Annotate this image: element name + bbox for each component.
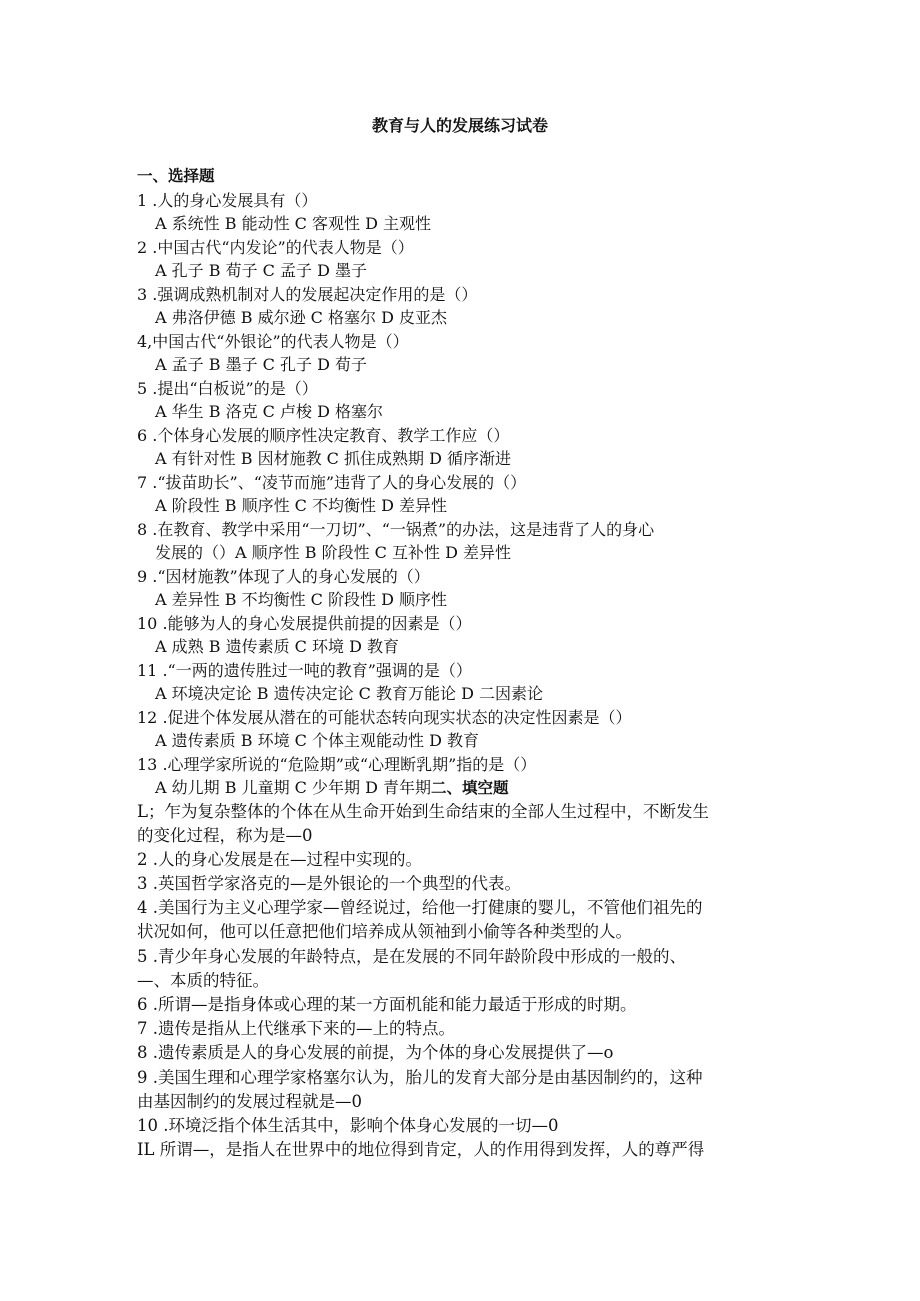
fill-in-line: L；乍为复杂整体的个体在从生命开始到生命结束的全部人生过程中，不断发生	[137, 801, 709, 821]
question-options: A 阶段性 B 顺序性 C 不均衡性 D 差异性	[155, 496, 447, 515]
question-options: 发展的（）A 顺序性 B 阶段性 C 互补性 D 差异性	[155, 543, 511, 562]
fill-in-line: 9 .美国生理和心理学家格塞尔认为，胎儿的发育大部分是由基因制约的，这种	[137, 1067, 703, 1087]
section2-heading: 二、填空题	[431, 779, 509, 797]
question-options: A 系统性 B 能动性 C 客观性 D 主观性	[155, 214, 431, 233]
question-options: A 孟子 B 墨子 C 孔子 D 荀子	[155, 355, 367, 374]
fill-in-line: 2 .人的身心发展是在—过程中实现的。	[137, 849, 422, 869]
question-options: A 孔子 B 荀子 C 孟子 D 墨子	[155, 261, 367, 280]
question-stem: 2 .中国古代“内发论”的代表人物是（）	[137, 237, 414, 257]
document-body	[137, 165, 797, 1162]
section1-heading: 一、选择题	[137, 167, 215, 185]
question-options: A 弗洛伊德 B 威尔逊 C 格塞尔 D 皮亚杰	[155, 308, 447, 327]
fill-in-line: 3 .英国哲学家洛克的—是外银论的一个典型的代表。	[137, 874, 521, 894]
fill-in-line: 由基因制约的发展过程就是—0	[137, 1091, 362, 1111]
question-stem: 1 .人的身心发展具有（）	[137, 190, 318, 210]
question-13-options: A 幼儿期 B 儿童期 C 少年期 D 青年期	[155, 778, 431, 797]
question-stem: 3 .强调成熟机制对人的发展起决定作用的是（）	[137, 284, 478, 304]
fill-in-line: 5 .青少年身心发展的年龄特点，是在发展的不同年龄阶段中形成的一般的、	[137, 946, 686, 966]
question-stem: 11 .“一两的遗传胜过一吨的教育”强调的是（）	[137, 660, 472, 680]
fill-in-line: —、本质的特征。	[137, 970, 269, 990]
fill-in-line: 8 .遗传素质是人的身心发展的前提，为个体的身心发展提供了—o	[137, 1043, 614, 1063]
fill-in-line: 4 .美国行为主义心理学家—曾经说过，给他一打健康的婴儿，不管他们祖先的	[137, 898, 703, 918]
question-stem: 10 .能够为人的身心发展提供前提的因素是（）	[137, 613, 472, 633]
question-stem: 7 .“拔苗助长”、“凌节而施”违背了人的身心发展的（）	[137, 472, 527, 492]
question-options: A 环境决定论 B 遗传决定论 C 教育万能论 D 二因素论	[155, 684, 543, 703]
page-title: 教育与人的发展练习试卷	[371, 116, 548, 135]
fill-in-questions	[137, 800, 797, 1163]
question-stem: 13 .心理学家所说的“危险期”或“心理断乳期”指的是（）	[137, 754, 537, 774]
question-stem: 8 .在教育、教学中采用“一刀切”、“一锅煮”的办法，这是违背了人的身心	[137, 519, 655, 539]
fill-in-line: 状况如何，他可以任意把他们培养成从领袖到小偷等各种类型的人。	[137, 922, 632, 942]
question-stem: 5 .提出“白板说”的是（）	[137, 378, 318, 398]
fill-in-line: IL 所谓—，是指人在世界中的地位得到肯定，人的作用得到发挥，人的尊严得	[137, 1140, 705, 1160]
question-options: A 有针对性 B 因材施教 C 抓住成熟期 D 循序渐进	[155, 449, 511, 468]
question-13-options-line	[137, 776, 797, 800]
fill-in-line: 的变化过程，称为是—0	[137, 825, 313, 845]
question-options: A 华生 B 洛克 C 卢梭 D 格塞尔	[155, 402, 383, 421]
question-stem: 9 .“因材施教”体现了人的身心发展的（）	[137, 566, 430, 586]
question-options: A 成熟 B 遗传素质 C 环境 D 教育	[155, 637, 399, 656]
fill-in-line: 10 .环境泛指个体生活其中，影响个体身心发展的一切—0	[137, 1115, 559, 1135]
fill-in-line: 7 .遗传是指从上代继承下来的—上的特点。	[137, 1019, 455, 1039]
choice-questions	[137, 189, 797, 777]
fill-in-line: 6 .所谓—是指身体或心理的某一方面机能和能力最适于形成的时期。	[137, 995, 637, 1014]
question-stem: 12 .促进个体发展从潜在的可能状态转向现实状态的决定性因素是（）	[137, 707, 632, 727]
question-stem: 4,中国古代“外银论”的代表人物是（）	[137, 331, 409, 351]
question-stem: 6 .个体身心发展的顺序性决定教育、教学工作应（）	[137, 425, 510, 445]
question-options: A 遗传素质 B 环境 C 个体主观能动性 D 教育	[155, 731, 479, 750]
question-options: A 差异性 B 不均衡性 C 阶段性 D 顺序性	[155, 590, 447, 609]
